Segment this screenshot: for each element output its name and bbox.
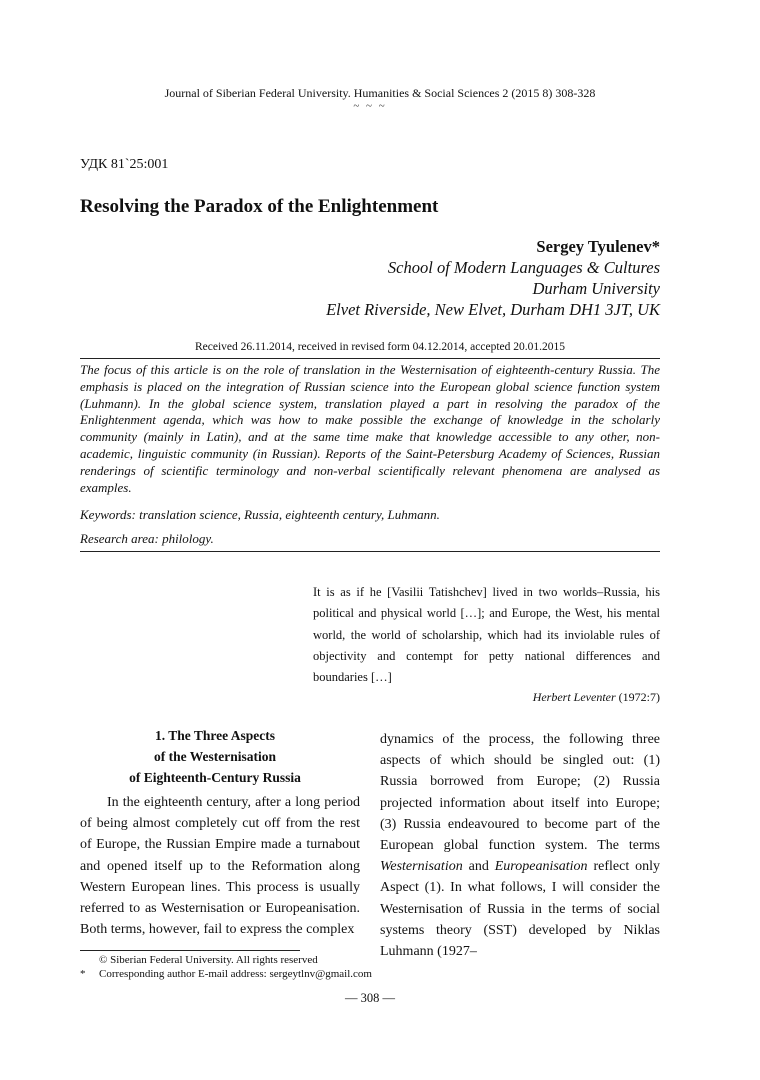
body-text: dynamics of the process, the following three aspects of which should be singled out: (1) Russia borrowed from Europe; (2) Russia projected information about itself into Europe; (3) Russia endeavoured to become part of the European global function system. The terms [380, 732, 660, 854]
keywords: Keywords: translation science, Russia, eighteenth century, Luhmann. [80, 507, 440, 522]
epigraph-year: (1972:7) [615, 690, 660, 704]
abstract-top-rule [80, 358, 660, 359]
affiliation-line: School of Modern Languages & Cultures [387, 258, 660, 277]
abstract: The focus of this article is on the role of translation in the Westernisation of eighteenth-century Russia. The emphasis is placed on the integration of Russian science into the European global science function system (Luhmann). In the global science system, translation played a part in resolving the paradox of the Enlightenment agenda, which was how to make possible the exchange of knowledge in the scholarly community (mainly in Latin), and at the same time make that knowledge accessible to any other, non-academic, linguistic community (in Russian). Reports of the Saint-Petersburg Academy of Sciences, Russian renderings of scientific terminology and non-verbal scientifically relevant phenomena are analysed as examples. [80, 362, 660, 495]
section-heading-line: of the Westernisation [154, 749, 276, 764]
footnote-corresponding [80, 967, 372, 981]
author-name: Sergey Tyulenev* [536, 237, 660, 256]
body-text: reflect only Aspect (1). In what follows, I will consider the Westernisation of Russia in the terms of social systems theory (SST) developed by Niklas Luhmann (1927– [380, 859, 661, 960]
section-heading [80, 725, 350, 788]
affiliation-line: Durham University [532, 279, 660, 298]
body-column-left: In the eighteenth century, after a long period of being almost completely cut off from the rest of Europe, the Russian Empire made a turnabout and opened itself up to the Reformation along Western European lines. This process is usually referred to as Westernisation or Europeanisation. Both terms, however, fail to express the complex [80, 795, 360, 938]
author-block [326, 236, 660, 320]
body-text: and [462, 859, 495, 875]
header-separator: ~ ~ ~ [353, 100, 387, 112]
journal-header: Journal of Siberian Federal University. Humanities & Social Sciences 2 (2015 8) 308-328 [164, 86, 596, 100]
corresponding-email: Corresponding author E-mail address: sergeytlnv@gmail.com [99, 968, 372, 980]
term-westernisation: Westernisation [380, 859, 463, 875]
research-area: Research area: philology. [80, 531, 214, 546]
epigraph-quote: It is as if he [Vasilii Tatishchev] lived in two worlds–Russia, his political and physical world […]; and Europe, the West, his mental world, the world of scholarship, which had its inviolable rules of objectivity and contempt for petty national differences and boundaries […] [313, 585, 660, 685]
article-title: Resolving the Paradox of the Enlightenment [80, 196, 439, 217]
received-dates: Received 26.11.2014, received in revised form 04.12.2014, accepted 20.01.2015 [194, 341, 566, 353]
udk-code: УДК 81`25:001 [80, 157, 169, 172]
epigraph-author: Herbert Leventer [532, 690, 616, 704]
section-heading-line: 1. The Three Aspects [154, 728, 275, 743]
footnote-marker: * [80, 968, 86, 980]
footnote-copyright: © Siberian Federal University. All rights reserved [99, 954, 318, 966]
abstract-bottom-rule [80, 551, 660, 552]
epigraph-attribution [533, 690, 660, 705]
term-europeanisation: Europeanisation [494, 859, 588, 875]
section-heading-line: of Eighteenth-Century Russia [129, 770, 301, 785]
body-column-right [380, 729, 660, 962]
footnote-rule [80, 950, 300, 951]
affiliation-line: Elvet Riverside, New Elvet, Durham DH1 3JT, UK [326, 300, 660, 319]
page-number: — 308 — [345, 991, 395, 1005]
